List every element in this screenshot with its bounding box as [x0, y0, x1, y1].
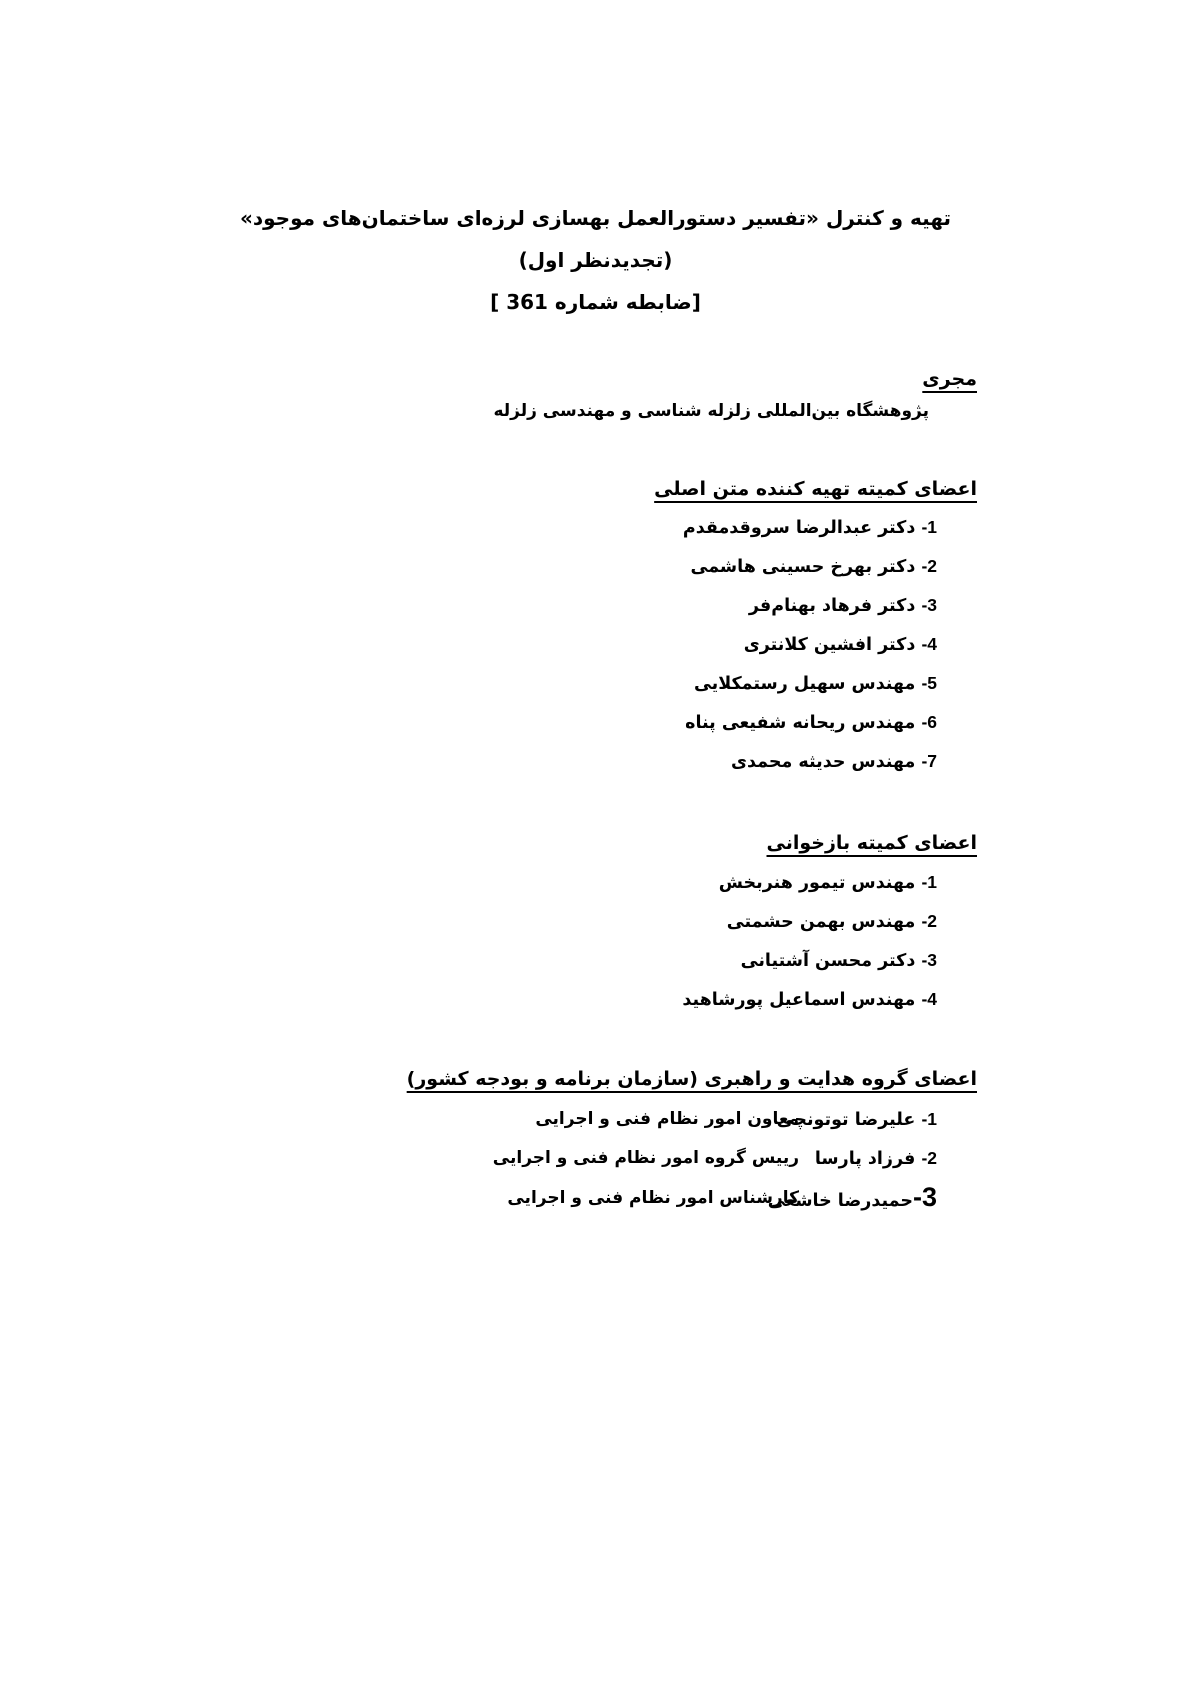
review-committee-heading: اعضای کمیته بازخوانی [766, 832, 977, 854]
executor-organization: پژوهشگاه بین‌المللی زلزله شناسی و مهندسی زلزله [493, 401, 929, 421]
member-number: 3- [921, 595, 937, 615]
member-number: 2- [921, 911, 937, 931]
member-number: 2- [921, 556, 937, 576]
document-title: تهیه و کنترل «تفسیر دستورالعمل بهسازی لرزه‌ای ساختمان‌های موجود» [239, 206, 952, 230]
member-name: دکتر فرهاد بهنام‌فر [748, 596, 916, 616]
drafting-member [690, 556, 937, 577]
steering-member [777, 1109, 937, 1130]
review-member [741, 950, 937, 971]
member-name: دکتر افشین کلانتری [743, 635, 916, 655]
member-number: 5- [921, 673, 937, 693]
revision-note: (تجدیدنظر اول) [518, 248, 673, 272]
member-name: مهندس حدیثه محمدی [730, 752, 916, 772]
member-number: 3- [912, 1182, 937, 1212]
member-name: مهندس تیمور هنربخش [718, 873, 916, 893]
drafting-member [683, 517, 937, 538]
member-number: 2- [921, 1148, 937, 1168]
member-number: 1- [921, 872, 937, 892]
member-name: علیرضا توتونچی [776, 1110, 916, 1130]
member-name: فرزاد پارسا [814, 1149, 916, 1169]
review-member [727, 911, 937, 932]
steering-member [815, 1148, 937, 1169]
member-role: رییس گروه امور نظام فنی و اجرایی [492, 1148, 799, 1168]
standard-number: [ضابطه شماره 361 ] [490, 290, 701, 314]
drafting-member [744, 634, 937, 655]
review-member [719, 872, 937, 893]
executor-heading: مجری [922, 368, 977, 390]
member-name: مهندس بهمن حشمتی [726, 912, 916, 932]
member-number: 1- [921, 517, 937, 537]
drafting-member [694, 673, 937, 694]
steering-group-heading: اعضای گروه هدایت و راهبری (سازمان برنامه و بودجه کشور) [406, 1068, 977, 1090]
member-role: کارشناس امور نظام فنی و اجرایی [507, 1188, 799, 1208]
member-number: 4- [921, 634, 937, 654]
drafting-member [749, 595, 937, 616]
member-number: 4- [921, 989, 937, 1009]
member-name: دکتر عبدالرضا سروقدمقدم [682, 518, 916, 538]
member-number: 1- [921, 1109, 937, 1129]
member-name: دکتر بهرخ حسینی هاشمی [690, 557, 916, 577]
member-name: دکتر محسن آشتیانی [740, 951, 916, 971]
drafting-committee-heading: اعضای کمیته تهیه کننده متن اصلی [654, 478, 977, 500]
review-member [682, 989, 937, 1010]
drafting-member [685, 712, 937, 733]
member-role: معاون امور نظام فنی و اجرایی [535, 1109, 799, 1129]
member-name: حمیدرضا خاشعی [767, 1191, 913, 1211]
member-number: 7- [921, 751, 937, 771]
member-number: 3- [921, 950, 937, 970]
member-name: مهندس سهیل رستمکلایی [693, 674, 916, 694]
drafting-member [731, 751, 937, 772]
member-name: مهندس ریحانه شفیعی پناه [685, 713, 916, 733]
member-number: 6- [921, 712, 937, 732]
member-name: مهندس اسماعیل پورشاهید [682, 990, 916, 1010]
